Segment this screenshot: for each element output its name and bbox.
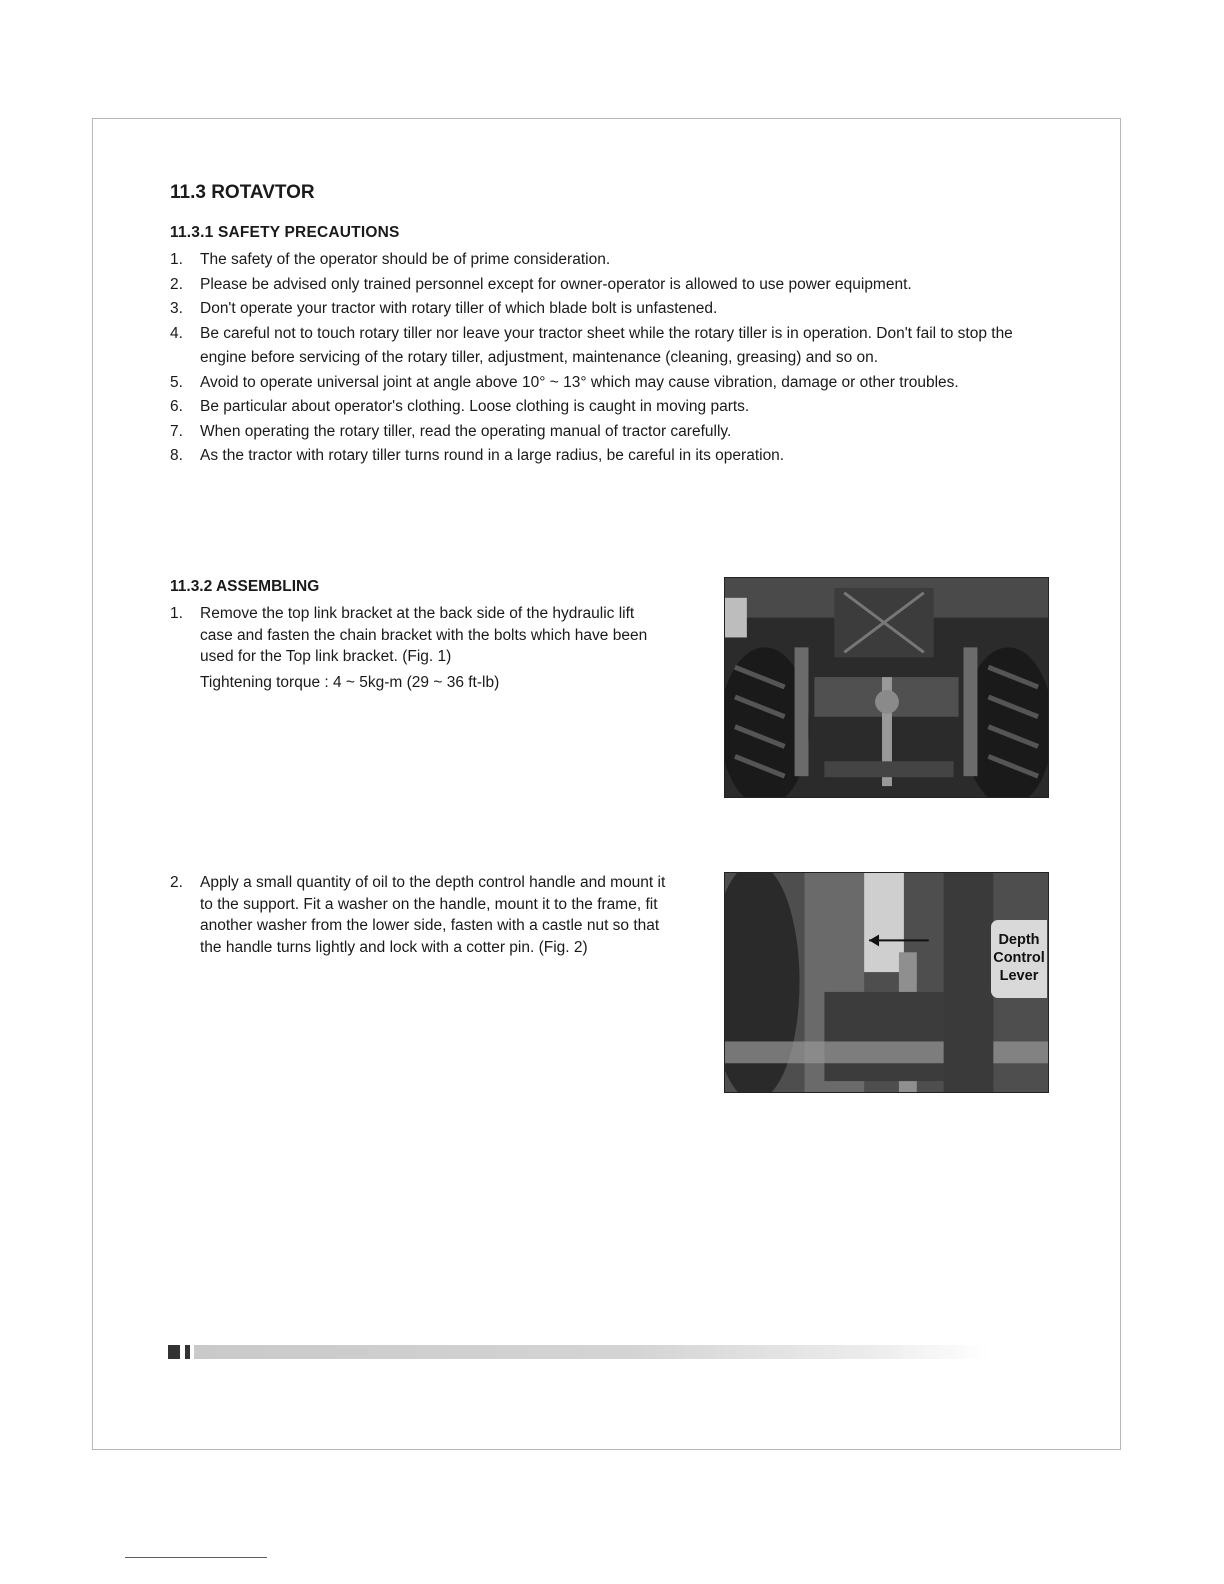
step-number: 2.	[170, 874, 183, 891]
depth-control-lever-callout	[991, 920, 1047, 998]
item-text: Please be advised only trained personnel except for owner-operator is allowed to use power equipment.	[200, 275, 912, 293]
item-text: Avoid to operate universal joint at angle above 10° ~ 13° which may cause vibration, damage or other troubles.	[200, 373, 959, 391]
list-item	[170, 248, 1060, 273]
footer-mark	[185, 1345, 190, 1359]
item-text: Be careful not to touch rotary tiller nor leave your tractor sheet while the rotary tiller is in operation. Don't fail to stop the engine before servicing of the rotary tiller, adjustment, maintenance (cleaning, greasing) and so on.	[200, 324, 1013, 366]
bottom-link-underline	[125, 1557, 267, 1558]
assembly-step-1	[170, 603, 670, 693]
list-item	[170, 322, 1060, 371]
step-text: Apply a small quantity of oil to the depth control handle and mount it to the support. Fit a washer on the handle, mount it to the frame, fit another washer from the lower side, fasten with a castle nut so that the handle turns lightly and lock with a cotter pin. (Fig. 2)	[200, 874, 666, 956]
footer-square	[168, 1345, 180, 1359]
item-number: 1.	[170, 251, 183, 268]
safety-precautions-list	[170, 248, 1060, 469]
callout-line: Depth	[998, 932, 1040, 948]
item-number: 8.	[170, 447, 183, 464]
safety-precautions-heading: 11.3.1 SAFETY PRECAUTIONS	[170, 224, 400, 241]
list-item	[170, 273, 1060, 298]
step-number: 1.	[170, 605, 183, 622]
item-number: 7.	[170, 422, 183, 440]
item-number: 2.	[170, 275, 183, 293]
callout-line: Lever	[999, 968, 1039, 984]
callout-line: Control	[993, 950, 1045, 966]
list-item	[170, 420, 1060, 445]
item-text: Don't operate your tractor with rotary tiller of which blade bolt is unfastened.	[200, 300, 718, 317]
item-number: 3.	[170, 300, 183, 317]
list-item	[170, 444, 1060, 469]
assembly-step-2	[170, 872, 670, 958]
footer-gradient	[194, 1345, 990, 1359]
section-title: 11.3 ROTAVTOR	[170, 182, 315, 203]
item-number: 6.	[170, 398, 183, 415]
list-item	[170, 297, 1060, 322]
figure-1-photo	[724, 577, 1049, 798]
list-item	[170, 371, 1060, 396]
item-number: 5.	[170, 373, 183, 391]
tractor-rear-photo	[725, 578, 1048, 797]
step-text: Remove the top link bracket at the back side of the hydraulic lift case and fasten the chain bracket with the bolts which have been used for the Top link bracket. (Fig. 1)	[200, 605, 648, 665]
list-item	[170, 395, 1060, 420]
tightening-torque: Tightening torque : 4 ~ 5kg-m (29 ~ 36 ft-lb)	[200, 673, 500, 691]
assembling-heading: 11.3.2 ASSEMBLING	[170, 578, 320, 595]
figure-2-photo	[724, 872, 1049, 1093]
item-number: 4.	[170, 324, 183, 342]
item-text: As the tractor with rotary tiller turns round in a large radius, be careful in its operation.	[200, 447, 785, 464]
item-text: Be particular about operator's clothing. Loose clothing is caught in moving parts.	[200, 398, 750, 415]
item-text: When operating the rotary tiller, read the operating manual of tractor carefully.	[200, 422, 732, 440]
item-text: The safety of the operator should be of prime consideration.	[200, 251, 611, 268]
footer-bar	[168, 1345, 990, 1359]
